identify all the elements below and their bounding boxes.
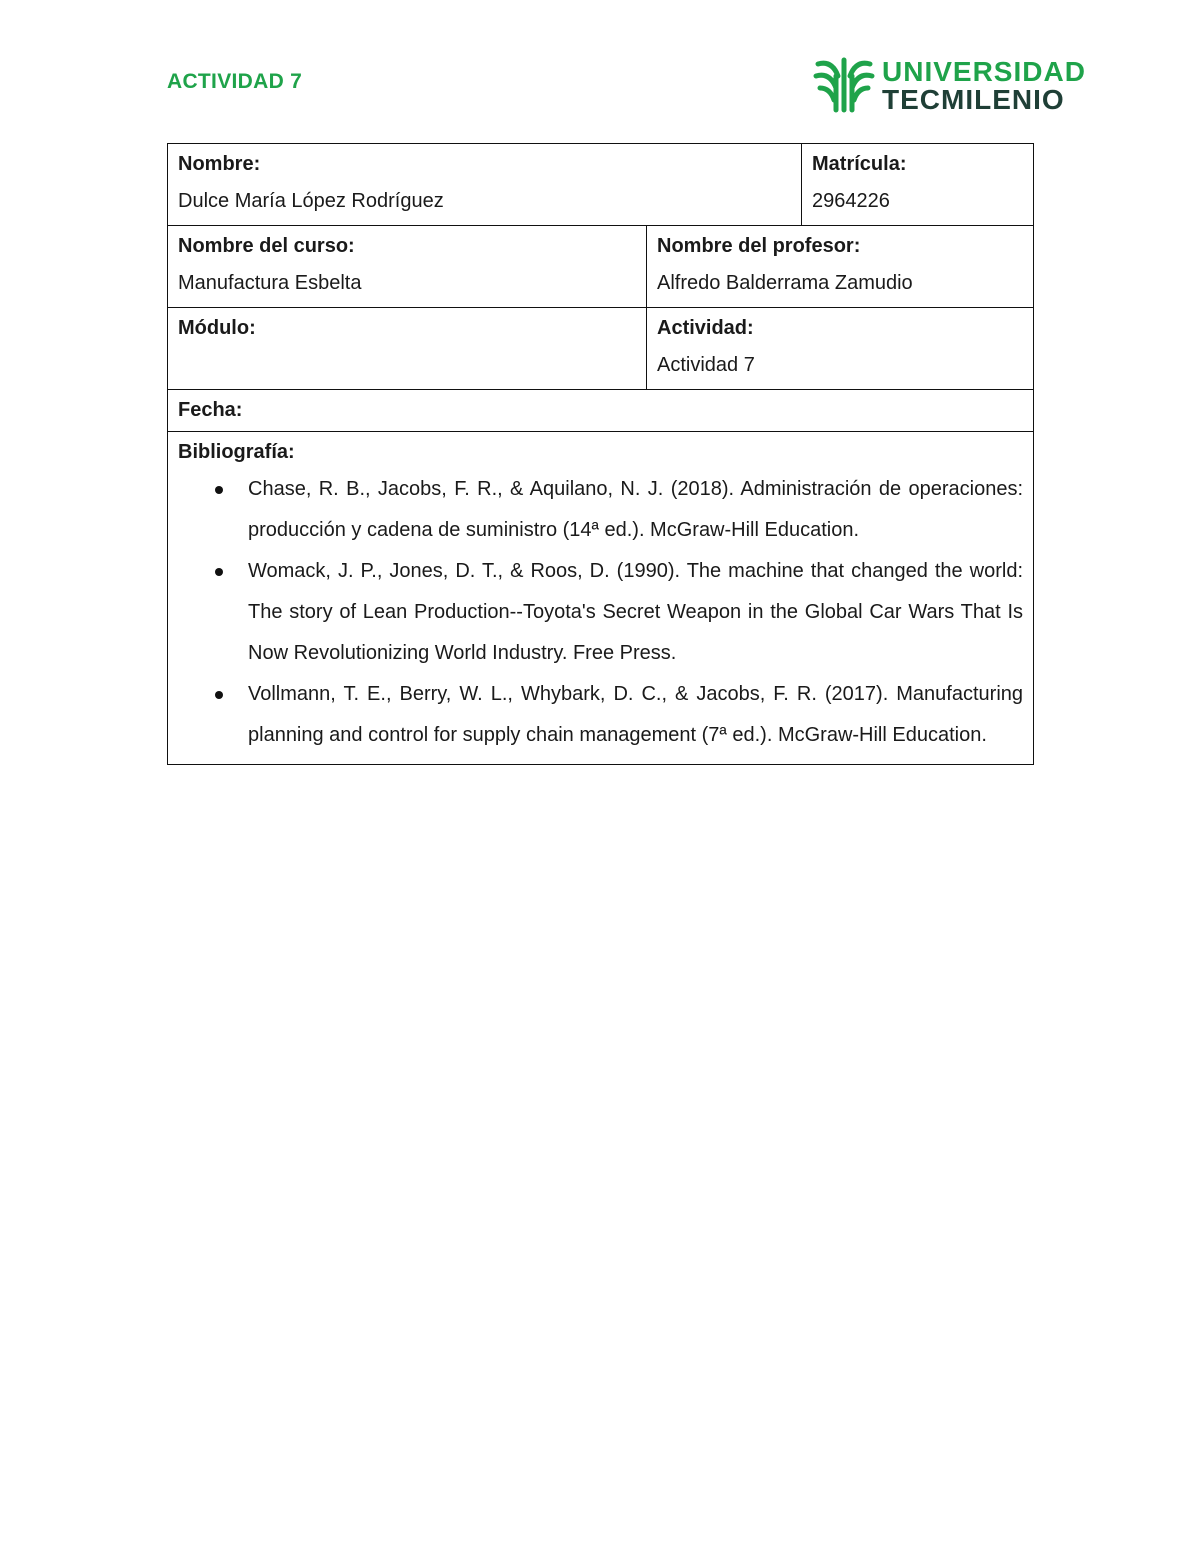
curso-label: Nombre del curso: [178,235,355,257]
modulo-value [178,345,636,385]
fecha-cell [168,390,1034,432]
logo-text-tecmilenio: TECMILENIO [882,84,1065,115]
profesor-cell [647,226,1034,308]
fecha-label: Fecha: [178,399,243,421]
matricula-label: Matrícula: [812,153,907,175]
table-row [168,308,1034,390]
document-title: ACTIVIDAD 7 [167,70,303,93]
bibliography-entry: Chase, R. B., Jacobs, F. R., & Aquilano, N. J. (2018). Administración de operaciones: producción y cadena de suministro (14ª ed.). McGraw-Hill Education. [248,478,1024,541]
bullet-icon [215,691,223,699]
matricula-cell [802,144,1034,226]
curso-value: Manufactura Esbelta [178,272,362,294]
student-info-table [167,143,1034,765]
list-item [248,469,1023,551]
logo-text-universidad: UNIVERSIDAD [882,56,1086,87]
list-item [248,551,1023,674]
table-row [168,144,1034,226]
actividad-label: Actividad: [657,317,754,339]
bibliografia-cell [168,432,1034,765]
modulo-cell [168,308,647,390]
nombre-value: Dulce María López Rodríguez [178,190,444,212]
curso-cell [168,226,647,308]
list-item [248,674,1023,756]
actividad-cell [647,308,1034,390]
table-row [168,432,1034,765]
table-row [168,390,1034,432]
table-row [168,226,1034,308]
bullet-icon [215,486,223,494]
nombre-label: Nombre: [178,153,261,175]
bibliography-entry: Vollmann, T. E., Berry, W. L., Whybark, D. C., & Jacobs, F. R. (2017). Manufacturing planning and control for supply chain management (7ª ed.). McGraw-Hill Education. [248,683,1024,746]
modulo-label: Módulo: [178,317,256,339]
profesor-value: Alfredo Balderrama Zamudio [657,272,913,294]
university-logo [812,54,1112,118]
bibliography-list [178,469,1023,756]
bibliography-entry: Womack, J. P., Jones, D. T., & Roos, D. (1990). The machine that changed the world: The story of Lean Production--Toyota's Secret Weapon in the Global Car Wars That Is Now Revolutionizing World Industry. Free Press. [248,560,1024,664]
matricula-value: 2964226 [812,190,890,212]
profesor-label: Nombre del profesor: [657,235,861,257]
actividad-value: Actividad 7 [657,354,755,376]
nombre-cell [168,144,802,226]
bibliografia-label: Bibliografía: [178,441,295,463]
tecmilenio-wheat-logo-icon [812,54,876,114]
bullet-icon [215,568,223,576]
